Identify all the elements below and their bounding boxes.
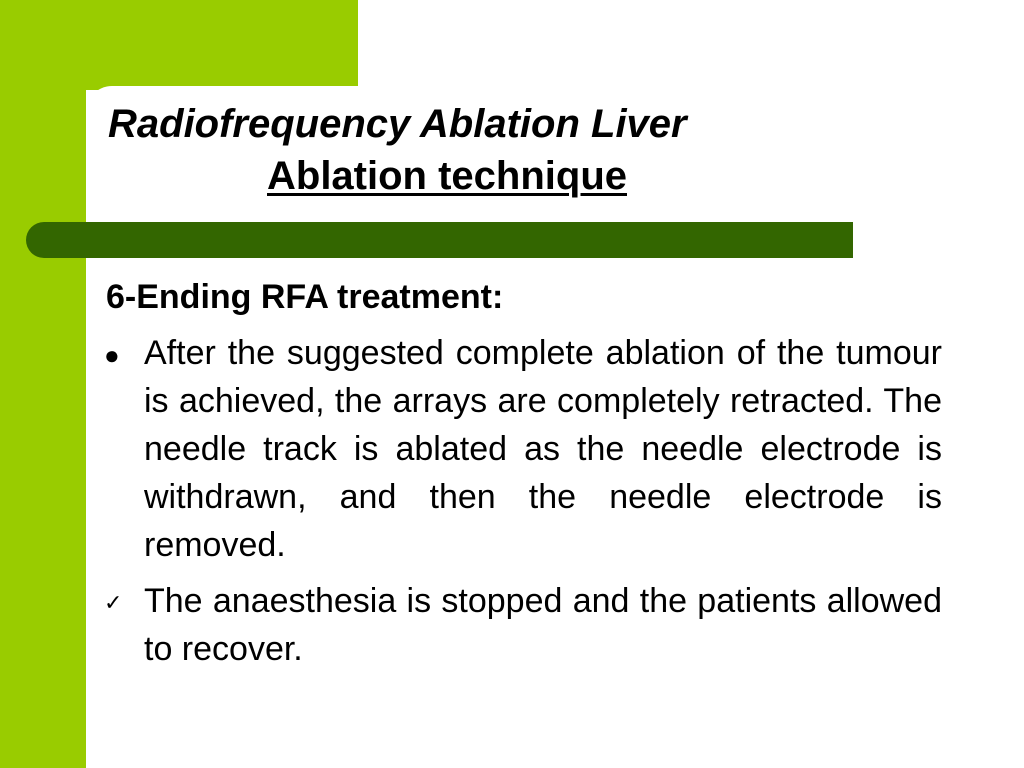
section-heading: 6-Ending RFA treatment: bbox=[106, 278, 504, 316]
accent-left-band bbox=[0, 0, 86, 768]
slide-title: Radiofrequency Ablation Liver bbox=[108, 102, 687, 146]
checkmark-icon: ✓ bbox=[104, 590, 123, 615]
bullet-dot-icon: ● bbox=[104, 340, 120, 370]
bullet-text: After the suggested complete ablation of the tumour is achieved, the arrays are completely retracted. The needle track is ablated as the needle electrode is withdrawn, and then the needle electrode is removed. bbox=[144, 334, 942, 564]
title-divider-bar bbox=[26, 222, 853, 258]
bullet-text: The anaesthesia is stopped and the patients allowed to recover. bbox=[144, 582, 942, 668]
slide-subtitle: Ablation technique bbox=[267, 154, 627, 198]
accent-top-band bbox=[0, 0, 358, 90]
